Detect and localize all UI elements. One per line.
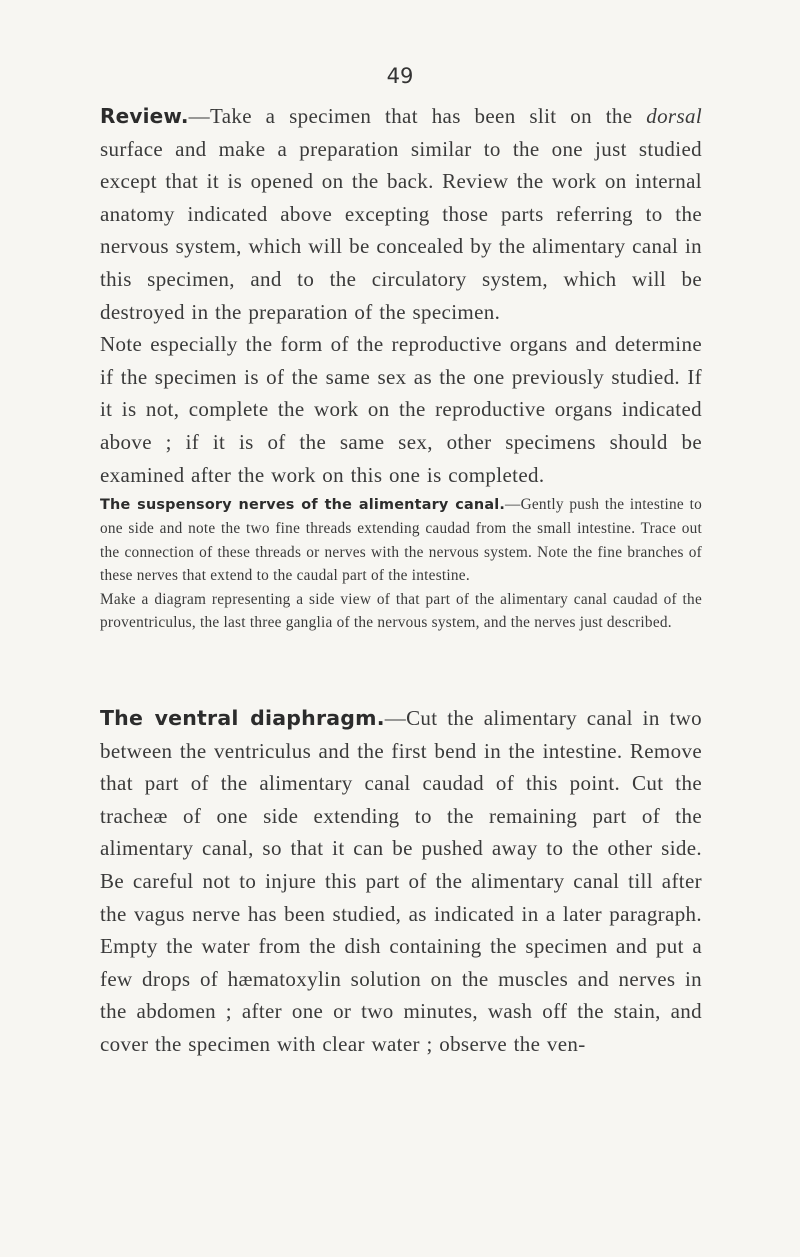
review-paragraph-2: Note especially the form of the reproductive organs and determine if the specimen is of the same sex as the one previously studied. If it is not, complete the work on the reproductive organs indicated above ; if it is of the same sex, other specimens should be examined after the work on this one is completed. <box>100 332 702 487</box>
diaphragm-text-1: Cut the alimentary canal in two between the ventriculus and the first bend in the intestine. Remove that part of the alimentary canal caudad of this point. Cut the tracheæ of one side extending to the remaining part of the alimentary canal, so that it can be pushed away to the other side. Be careful not to injure this part of the alimentary canal till after the vagus nerve has been studied, as indicated in a later paragraph. Empty the water from the dish containing the specimen and put a few drops of hæmatoxylin solution on the muscles and nerves in the abdomen ; after one or two minutes, wash off the stain, and cover the specimen with clear water ; observe the ven- <box>100 706 702 1056</box>
suspensory-dash: — <box>505 496 521 513</box>
suspensory-paragraph-1 <box>100 493 702 588</box>
diaphragm-heading: The ventral diaphragm. <box>100 706 385 730</box>
review-heading: Review. <box>100 104 189 128</box>
suspensory-text-1: Gently push the intestine to one side and note the two fine threads extending caudad from the small intestine. Trace out the connection of these threads or nerves with the nervous system. Note the fine branches of these nerves that extend to the caudal part of the intestine. <box>100 496 702 585</box>
review-italic-dorsal: dorsal <box>646 104 702 128</box>
review-text-1b: surface and make a preparation similar to the one just studied except that it is opened on the back. Review the work on internal anatomy indicated above excepting those parts referring to the nervous system, which will be concealed by the alimentary canal in this specimen, and to the circulatory system, which will be destroyed in the preparation of the specimen. <box>100 136 702 324</box>
review-section <box>100 100 702 491</box>
suspensory-nerves-section <box>100 493 702 634</box>
suspensory-paragraph-2: Make a diagram representing a side view of that part of the alimentary canal caudad of the proventriculus, the last three ganglia of the nervous system, and the nerves just described. <box>100 590 702 632</box>
page-number: 49 <box>386 64 414 88</box>
review-paragraph-1 <box>100 100 702 328</box>
review-text-1a: Take a specimen that has been slit on the <box>209 104 647 128</box>
diaphragm-dash: — <box>384 706 407 730</box>
diaphragm-paragraph-1 <box>100 702 702 1061</box>
suspensory-heading: The suspensory nerves of the alimentary canal. <box>100 497 506 513</box>
review-dash: — <box>188 104 210 128</box>
ventral-diaphragm-section <box>100 702 702 1061</box>
